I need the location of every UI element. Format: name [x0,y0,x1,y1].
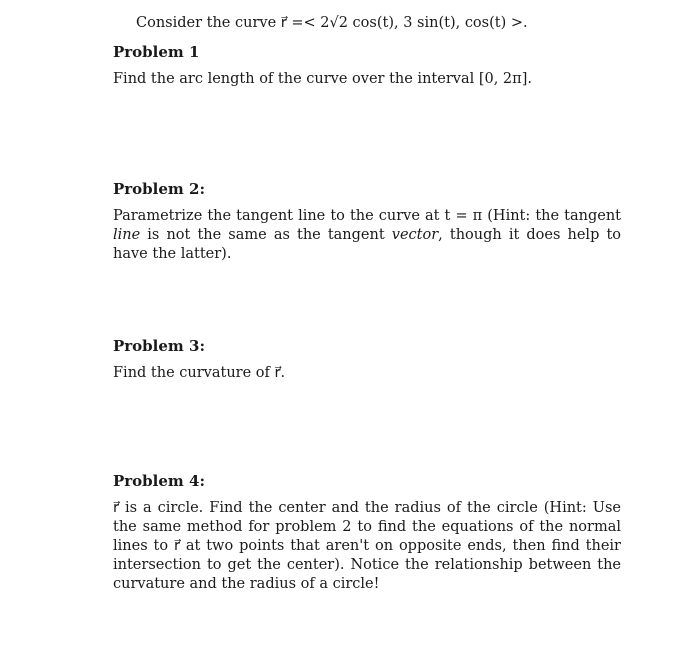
problem-4 [113,471,621,594]
problem-1 [113,42,621,89]
problem-3-heading: Problem 3: [113,337,205,355]
problem-2-text-part-1: Parametrize the tangent line to the curve at t = π (Hint: the tangent [113,208,621,224]
problem-2-text [113,207,621,264]
problem-3-text: Find the curvature of r⃗. [113,365,286,381]
problem-1-text: Find the arc length of the curve over the interval [0, 2π]. [113,71,532,87]
problem-2-text-part-2: is not the same as the tangent [140,227,392,243]
problem-4-heading: Problem 4: [113,472,205,490]
problem-2-emphasis-vector: vector [391,227,439,243]
problem-2 [113,179,621,264]
problem-1-heading: Problem 1 [113,43,200,61]
problem-2-heading: Problem 2: [113,180,205,198]
problem-2-text-part-3: , though it does help to have the latter). [113,227,622,262]
problem-2-emphasis-line: line [113,227,141,243]
curve-definition: Consider the curve r⃗ =< 2√2 cos(t), 3 sin(t), cos(t) >. [136,15,528,31]
problem-3 [113,336,621,383]
problem-4-text: r⃗ is a circle. Find the center and the radius of the circle (Hint: Use the same method for problem 2 to find the equations of the normal lines to r⃗ at two points that aren't on opposite ends, then find their intersection to get the center). Notice the relationship between the curvature and the radius of a circle! [113,500,621,592]
